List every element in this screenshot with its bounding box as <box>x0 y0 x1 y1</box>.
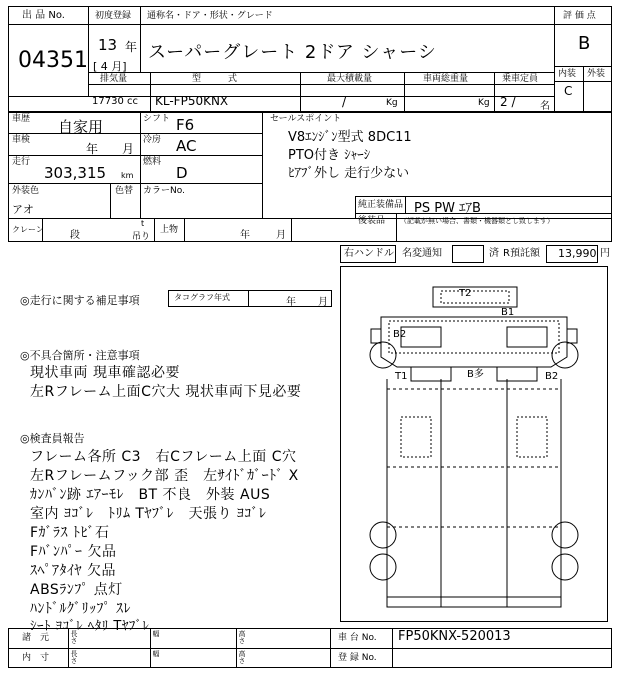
crane-label: クレーン <box>12 225 44 234</box>
gross-weight-unit: Kg <box>478 98 490 108</box>
inspector-line-5: Fｶﾞﾗｽ ﾄﾋﾞ石 <box>30 525 110 541</box>
specs-label: 諸 元 <box>22 633 50 643</box>
crane-ton: t <box>141 219 145 228</box>
mark-t1: T1 <box>395 371 408 382</box>
inspector-line-4: 室内 ﾖｺﾞﾚ ﾄﾘﾑ Tﾔﾌﾞﾚ 天張り ﾖｺﾞﾚ <box>30 506 267 522</box>
inspector-line-1: フレーム各所 C3 右Cフレーム上面 C穴 <box>30 449 297 465</box>
crane-year: 年 <box>240 230 250 241</box>
displacement-label: 排気量 <box>100 74 128 84</box>
inspector-line-9: ﾊﾝﾄﾞﾙｸﾞﾘｯﾌﾟ ｽﾚ <box>30 601 131 617</box>
height-label-2: 高さ <box>238 650 246 664</box>
mileage-value: 303,315 <box>44 164 107 182</box>
crane-month: 月 <box>276 230 286 241</box>
inspector-line-8: ABSﾗﾝﾌﾟ 点灯 <box>30 582 123 598</box>
max-load-unit: Kg <box>386 98 398 108</box>
height-label-1: 高さ <box>238 630 246 644</box>
aftermarket-label: 後装品 <box>358 216 386 226</box>
registration-label: 登 録 No. <box>338 653 377 663</box>
tachograph-month: 月 <box>318 297 328 308</box>
sales-point-line-3: ﾋｱﾌﾞ外し 走行少ない <box>288 166 410 181</box>
right-handle: 右ハンドル <box>344 248 394 259</box>
recycle-mark: 済 <box>489 248 499 259</box>
inspection-year: 年 <box>86 142 99 156</box>
chassis-label: 車 台 No. <box>338 633 377 643</box>
rear-left-wheel-2 <box>370 554 396 580</box>
history-label: 車歴 <box>12 114 31 124</box>
mileage-label: 走行 <box>12 157 31 167</box>
fuel-label: 燃料 <box>143 157 162 167</box>
lot-no-value: 04351 <box>18 48 88 73</box>
mileage-unit: km <box>121 171 134 180</box>
ext-color-label: 外装色 <box>12 186 40 196</box>
inspector-title: ◎検査員報告 <box>20 432 85 445</box>
cab-outline <box>381 317 567 367</box>
overall-grade: B <box>578 33 591 54</box>
inspection-label: 車検 <box>12 135 31 145</box>
crane-upper-label: 上物 <box>160 225 179 235</box>
chassis-value: FP50KNX-520013 <box>398 629 511 644</box>
first-reg-year: 13 <box>98 36 118 54</box>
genuine-equipment-value: PS PW ｴｱB <box>414 201 481 216</box>
inspector-line-10: ｼｰﾄ ﾖｺﾞﾚ ﾍﾀﾘ Tﾔﾌﾞﾚ <box>30 619 150 634</box>
color-no-label: カラーNo. <box>143 186 185 196</box>
defect-line-1: 現状車両 現車確認必要 <box>30 365 180 381</box>
capacity-value: 2 / <box>500 95 516 109</box>
displacement-value: 17730 cc <box>92 96 138 107</box>
first-reg-label: 初度登録 <box>95 11 132 21</box>
gross-weight-label: 車両総重量 <box>423 74 469 84</box>
sales-point-label: セールスポイント <box>270 114 342 124</box>
history-value: 自家用 <box>58 118 104 136</box>
lot-no-label: 出 品 No. <box>22 10 65 21</box>
mark-b-center: B多 <box>467 369 484 380</box>
year-unit: 年 <box>125 40 138 54</box>
damage-diagram <box>340 266 608 622</box>
capacity-unit: 名 <box>540 101 550 112</box>
rear-right-wheel-1 <box>552 522 578 548</box>
front-right-wheel <box>552 342 578 368</box>
shift-label: シフト <box>143 114 171 124</box>
rear-right-wheel-2 <box>552 554 578 580</box>
mark-b1: B1 <box>501 307 515 318</box>
top-box <box>433 287 517 307</box>
recycle-value: 13,990 <box>558 247 597 260</box>
width-label-1: 幅 <box>152 630 160 637</box>
crane-stage: 段 <box>70 230 80 241</box>
mark-b2-right: B2 <box>545 371 559 382</box>
length-label-1: 長さ <box>70 630 78 644</box>
interior-grade: C <box>564 84 573 98</box>
defect-title: ◎不具合箇所・注意事項 <box>20 349 140 362</box>
inspector-line-7: ｽﾍﾟｱﾀｲﾔ 欠品 <box>30 563 116 579</box>
length-label-2: 長さ <box>70 650 78 664</box>
recycle-unit: 円 <box>600 248 610 259</box>
crane-hoist: 吊り <box>132 232 151 242</box>
shift-value: F6 <box>176 116 195 134</box>
ac-label: 冷房 <box>143 135 162 145</box>
dims-label: 内 寸 <box>22 653 50 663</box>
max-load-label: 最大積載量 <box>327 74 373 84</box>
name-change-box <box>452 245 484 263</box>
fuel-value: D <box>176 164 188 182</box>
inspector-line-6: Fﾊﾞﾝﾊﾟｰ 欠品 <box>30 544 117 560</box>
exterior-grade-label: 外装 <box>587 69 606 79</box>
color-change-label: 色替 <box>115 186 134 196</box>
model-label: 型 式 <box>192 74 238 84</box>
aftermarket-note: （記載が無い場合、書類・機器類とし致します） <box>400 217 554 225</box>
capacity-label: 乗車定員 <box>502 74 539 84</box>
car-name-label: 通称名・ドア・形状・グレード <box>147 11 273 21</box>
tachograph-year: 年 <box>286 297 296 308</box>
inspector-line-2: 左Rフレームフック部 歪 左ｻｲﾄﾞｶﾞｰﾄﾞ X <box>30 468 299 484</box>
interior-grade-label: 内装 <box>558 69 577 79</box>
front-left-wheel <box>370 342 396 368</box>
mark-t2: T2 <box>459 288 472 299</box>
tachograph-label: タコグラフ年式 <box>174 293 230 302</box>
car-name: スーパーグレート 2ドア シャーシ <box>148 42 437 63</box>
rear-left-wheel-1 <box>370 522 396 548</box>
driving-notes-title: ◎走行に関する補足事項 <box>20 294 140 307</box>
first-reg-month: [ 4 月] <box>93 60 127 73</box>
model-value: KL-FP50KNX <box>155 94 229 108</box>
mark-b2-left: B2 <box>393 329 407 340</box>
sales-point-line-2: PTO付き ｼｬｰｼ <box>288 148 371 163</box>
sales-point-line-1: V8ｴﾝｼﾞﾝ型式 8DC11 <box>288 130 412 145</box>
recycle-label: R預託額 <box>503 248 540 259</box>
genuine-equipment-label: 純正装備品 <box>358 200 404 210</box>
ac-value: AC <box>176 137 197 155</box>
width-label-2: 幅 <box>152 650 160 657</box>
truck-outline <box>341 267 607 621</box>
ext-color-value: アオ <box>12 203 34 216</box>
defect-line-2: 左Rフレーム上面C穴大 現状車両下見必要 <box>30 384 302 400</box>
inspector-line-3: ｶﾝﾊﾞﾝ跡 ｴｱｰﾓﾚ BT 不良 外装 AUS <box>30 487 271 503</box>
max-load-value: / <box>342 95 347 109</box>
grade-label: 評 価 点 <box>563 11 596 21</box>
inspection-month: 月 <box>122 142 135 156</box>
name-change-label: 名変通知 <box>402 248 442 259</box>
